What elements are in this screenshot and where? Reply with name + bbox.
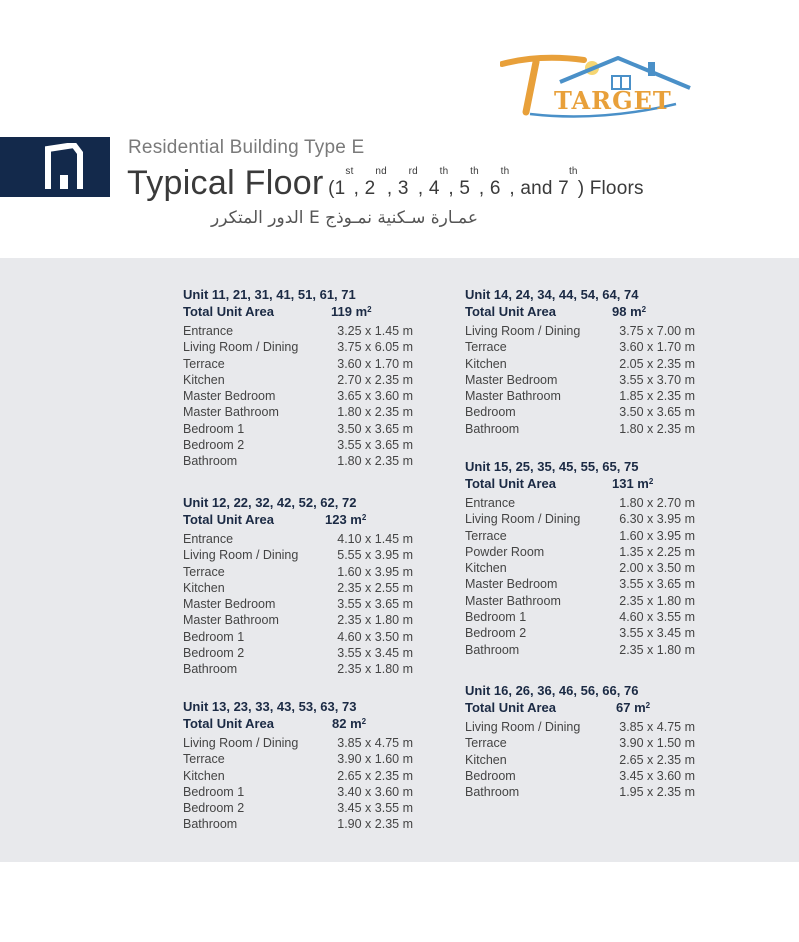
- room-name: Entrance: [465, 496, 516, 510]
- room-dimensions: 2.65 x 2.35 m: [337, 768, 413, 783]
- room-dimensions: 3.50 x 3.65 m: [619, 405, 695, 420]
- floor-number: 7: [558, 178, 569, 199]
- room-row: [183, 800, 413, 816]
- room-dimensions: 3.45 x 3.60 m: [619, 768, 695, 783]
- room-row: [183, 339, 413, 355]
- room-name: Master Bedroom: [183, 597, 276, 612]
- floor-suffix: th: [470, 166, 479, 177]
- room-name: Terrace: [465, 340, 507, 355]
- room-row: [183, 453, 413, 469]
- room-dimensions: 1.90 x 2.35 m: [337, 817, 413, 832]
- room-name: Living Room / Dining: [465, 720, 581, 734]
- room-name: Terrace: [465, 736, 507, 751]
- room-row: [183, 437, 413, 453]
- room-dimensions: 2.05 x 2.35 m: [619, 356, 695, 371]
- room-dimensions: 3.50 x 3.65 m: [337, 421, 413, 436]
- room-row: [183, 388, 413, 404]
- room-dimensions: 2.35 x 1.80 m: [619, 642, 695, 657]
- room-row: [183, 564, 413, 580]
- room-dimensions: 3.90 x 1.60 m: [337, 752, 413, 767]
- room-row: [183, 612, 413, 628]
- floor-number: 2: [364, 178, 376, 199]
- room-dimensions: 3.25 x 1.45 m: [337, 324, 413, 338]
- building-subtitle: Residential Building Type E: [128, 137, 365, 158]
- floor-suffix: nd: [375, 166, 387, 177]
- room-name: Bathroom: [183, 454, 238, 469]
- room-name: Terrace: [183, 564, 225, 579]
- room-name: Living Room / Dining: [465, 324, 581, 338]
- room-row: [183, 816, 413, 832]
- room-dimensions: 3.85 x 4.75 m: [619, 720, 695, 734]
- room-name: Bedroom 1: [183, 421, 245, 436]
- room-row: [183, 661, 413, 677]
- floor-number: 3: [397, 178, 409, 199]
- room-name: Bedroom: [465, 768, 516, 783]
- room-row: [183, 421, 413, 437]
- room-row: [183, 735, 413, 751]
- room-dimensions: 1.95 x 2.35 m: [619, 785, 695, 800]
- room-name: Master Bathroom: [465, 593, 561, 608]
- room-dimensions: 3.60 x 1.70 m: [619, 340, 695, 355]
- room-row: [465, 609, 695, 625]
- room-dimensions: 3.60 x 1.70 m: [337, 356, 413, 371]
- room-dimensions: 3.55 x 3.70 m: [619, 372, 695, 387]
- total-area-value: 131 $m^2$: [612, 476, 654, 491]
- room-row: [183, 323, 413, 339]
- room-name: Entrance: [183, 324, 234, 338]
- room-row: [183, 645, 413, 661]
- room-row: [465, 323, 695, 339]
- room-dimensions: 1.80 x 2.70 m: [619, 496, 695, 510]
- room-row: [465, 356, 695, 372]
- room-dimensions: 3.65 x 3.60 m: [337, 389, 413, 404]
- total-area-value: 119 $m^2$: [331, 304, 372, 319]
- area-unit-sup: 2: [648, 477, 654, 486]
- room-dimensions: 2.00 x 3.50 m: [619, 561, 695, 576]
- room-row: [465, 528, 695, 544]
- floor-suffix: st: [345, 166, 354, 177]
- floor-number: 4: [428, 178, 440, 199]
- unit-title: Unit 15, 25, 35, 45, 55, 65, 75: [465, 459, 639, 474]
- room-name: Living Room / Dining: [183, 340, 299, 355]
- room-dimensions: 3.55 x 3.65 m: [337, 597, 413, 612]
- room-name: Bedroom 1: [183, 784, 245, 799]
- room-name: Terrace: [183, 356, 225, 371]
- room-name: Master Bedroom: [465, 372, 558, 387]
- total-area-value: 98 $m^2$: [612, 304, 647, 319]
- room-dimensions: 1.80 x 2.35 m: [619, 421, 695, 436]
- total-area-row: [183, 303, 413, 320]
- total-area-row: [465, 475, 695, 492]
- room-name: Powder Room: [465, 544, 545, 559]
- floors-list: 1st, 2nd, 3rd, 4th, 5th, 6th, and 7th: [334, 166, 578, 199]
- room-name: Bathroom: [465, 421, 520, 436]
- room-row: [465, 404, 695, 420]
- room-row: [465, 388, 695, 404]
- room-dimensions: 3.55 x 3.45 m: [619, 626, 695, 641]
- logo-wordmark: TARGET: [554, 86, 672, 115]
- room-name: Master Bedroom: [183, 389, 276, 404]
- unit-block: [465, 287, 695, 437]
- title-main: Typical Floor: [127, 164, 324, 202]
- room-name: Living Room / Dining: [183, 736, 299, 750]
- unit-title: Unit 16, 26, 36, 46, 56, 66, 76: [465, 683, 639, 698]
- total-area-value: 67 $m^2$: [616, 700, 651, 715]
- room-dimensions: 3.45 x 3.55 m: [337, 801, 413, 816]
- page-title: [127, 164, 644, 203]
- total-area-label: Total Unit Area: [465, 476, 557, 491]
- room-name: Bathroom: [465, 642, 520, 657]
- room-name: Master Bathroom: [465, 389, 561, 404]
- room-name: Bathroom: [183, 662, 238, 677]
- room-row: [183, 784, 413, 800]
- room-row: [183, 768, 413, 784]
- room-dimensions: 3.55 x 3.45 m: [337, 646, 413, 661]
- room-dimensions: 3.75 x 6.05 m: [337, 340, 413, 355]
- room-row: [465, 576, 695, 592]
- room-dimensions: 4.60 x 3.55 m: [619, 610, 695, 625]
- room-name: Kitchen: [465, 356, 507, 371]
- room-dimensions: 3.55 x 3.65 m: [337, 438, 413, 453]
- room-row: [465, 768, 695, 784]
- room-dimensions: 3.55 x 3.65 m: [619, 577, 695, 592]
- unit-block: [465, 683, 695, 800]
- area-unit-sup: 2: [361, 513, 367, 522]
- target-logo: [500, 48, 695, 120]
- room-dimensions: 3.90 x 1.50 m: [619, 736, 695, 751]
- room-dimensions: 5.55 x 3.95 m: [337, 548, 413, 563]
- room-row: [183, 531, 413, 547]
- room-dimensions: 2.35 x 1.80 m: [337, 662, 413, 677]
- floor-number: 6: [489, 178, 501, 199]
- unit-block: [465, 459, 695, 658]
- room-dimensions: 2.65 x 2.35 m: [619, 752, 695, 767]
- room-row: [465, 735, 695, 751]
- area-unit-sup: 2: [641, 305, 647, 314]
- total-area-label: Total Unit Area: [465, 700, 557, 715]
- room-row: [183, 596, 413, 612]
- floor-number: 1: [334, 178, 346, 199]
- room-row: [465, 642, 695, 658]
- room-row: [465, 339, 695, 355]
- total-area-row: [465, 303, 695, 320]
- room-name: Bathroom: [183, 817, 238, 832]
- room-row: [465, 593, 695, 609]
- room-row: [465, 372, 695, 388]
- room-dimensions: 3.40 x 3.60 m: [337, 784, 413, 799]
- area-unit-sup: 2: [645, 701, 651, 710]
- room-dimensions: 1.80 x 2.35 m: [337, 405, 413, 420]
- room-name: Bedroom 1: [183, 629, 245, 644]
- floor-suffix: th: [500, 166, 510, 177]
- header-building-block: [0, 137, 110, 197]
- room-row: [465, 625, 695, 641]
- room-row: [465, 544, 695, 560]
- room-row: [465, 784, 695, 800]
- unit-title: Unit 12, 22, 32, 42, 52, 62, 72: [183, 495, 357, 510]
- area-unit-sup: 2: [367, 305, 372, 314]
- room-name: Bedroom 2: [183, 801, 245, 816]
- room-row: [183, 629, 413, 645]
- room-dimensions: 4.10 x 1.45 m: [337, 532, 413, 546]
- floor-suffix: th: [568, 166, 578, 177]
- room-name: Bedroom 2: [183, 438, 245, 453]
- building-icon: [44, 143, 84, 191]
- room-name: Bedroom 2: [183, 646, 245, 661]
- room-dimensions: 1.85 x 2.35 m: [619, 389, 695, 404]
- room-dimensions: 2.35 x 1.80 m: [619, 593, 695, 608]
- room-row: [183, 372, 413, 388]
- room-name: Kitchen: [183, 372, 225, 387]
- arabic-subtitle: عمـارة سـكنية نمـوذج E الدور المتكرر: [211, 208, 478, 228]
- room-row: [465, 495, 695, 511]
- room-dimensions: 2.70 x 2.35 m: [337, 372, 413, 387]
- total-area-row: [183, 511, 413, 528]
- room-row: [183, 751, 413, 767]
- room-row: [183, 404, 413, 420]
- room-name: Living Room / Dining: [183, 548, 299, 563]
- total-area-value: 123 $m^2$: [325, 512, 367, 527]
- room-row: [183, 580, 413, 596]
- room-row: [465, 560, 695, 576]
- total-area-label: Total Unit Area: [183, 512, 275, 527]
- title-floors: (1st, 2nd, 3rd, 4th, 5th, 6th, and 7th) Floors: [328, 166, 644, 199]
- room-name: Entrance: [183, 532, 234, 546]
- floor-suffix: rd: [408, 166, 418, 177]
- total-area-value: 82 $m^2$: [332, 716, 367, 731]
- floor-number: 5: [459, 178, 471, 199]
- room-dimensions: 1.80 x 2.35 m: [337, 454, 413, 469]
- total-area-label: Total Unit Area: [183, 716, 275, 731]
- unit-title: Unit 14, 24, 34, 44, 54, 64, 74: [465, 287, 639, 302]
- room-dimensions: 1.60 x 3.95 m: [337, 564, 413, 579]
- unit-title: Unit 13, 23, 33, 43, 53, 63, 73: [183, 699, 357, 714]
- room-name: Terrace: [183, 752, 225, 767]
- room-name: Bathroom: [465, 785, 520, 800]
- room-dimensions: 3.85 x 4.75 m: [337, 736, 413, 750]
- room-name: Kitchen: [183, 768, 225, 783]
- unit-block: [183, 699, 413, 833]
- room-name: Terrace: [465, 528, 507, 543]
- total-area-row: [183, 715, 413, 732]
- total-area-label: Total Unit Area: [465, 304, 557, 319]
- room-name: Master Bedroom: [465, 577, 558, 592]
- room-dimensions: 4.60 x 3.50 m: [337, 629, 413, 644]
- room-row: [183, 356, 413, 372]
- room-name: Kitchen: [183, 580, 225, 595]
- unit-title: Unit 11, 21, 31, 41, 51, 61, 71: [183, 287, 356, 302]
- floor-suffix: th: [439, 166, 449, 177]
- room-dimensions: 1.35 x 2.25 m: [619, 544, 695, 559]
- area-unit-sup: 2: [361, 717, 367, 726]
- room-name: Kitchen: [465, 752, 507, 767]
- room-name: Bedroom 1: [465, 610, 527, 625]
- room-row: [465, 511, 695, 527]
- room-name: Kitchen: [465, 561, 507, 576]
- total-area-label: Total Unit Area: [183, 304, 275, 319]
- room-name: Living Room / Dining: [465, 512, 581, 527]
- room-dimensions: 2.35 x 2.55 m: [337, 580, 413, 595]
- room-row: [465, 752, 695, 768]
- room-row: [465, 719, 695, 735]
- room-name: Master Bathroom: [183, 613, 279, 628]
- room-dimensions: 6.30 x 3.95 m: [619, 512, 695, 527]
- room-name: Bedroom 2: [465, 626, 527, 641]
- room-dimensions: 2.35 x 1.80 m: [337, 613, 413, 628]
- unit-block: [183, 287, 413, 470]
- total-area-row: [465, 699, 695, 716]
- room-row: [183, 547, 413, 563]
- room-row: [465, 421, 695, 437]
- unit-block: [183, 495, 413, 678]
- room-name: Bedroom: [465, 405, 516, 420]
- room-dimensions: 1.60 x 3.95 m: [619, 528, 695, 543]
- room-dimensions: 3.75 x 7.00 m: [619, 324, 695, 338]
- room-name: Master Bathroom: [183, 405, 279, 420]
